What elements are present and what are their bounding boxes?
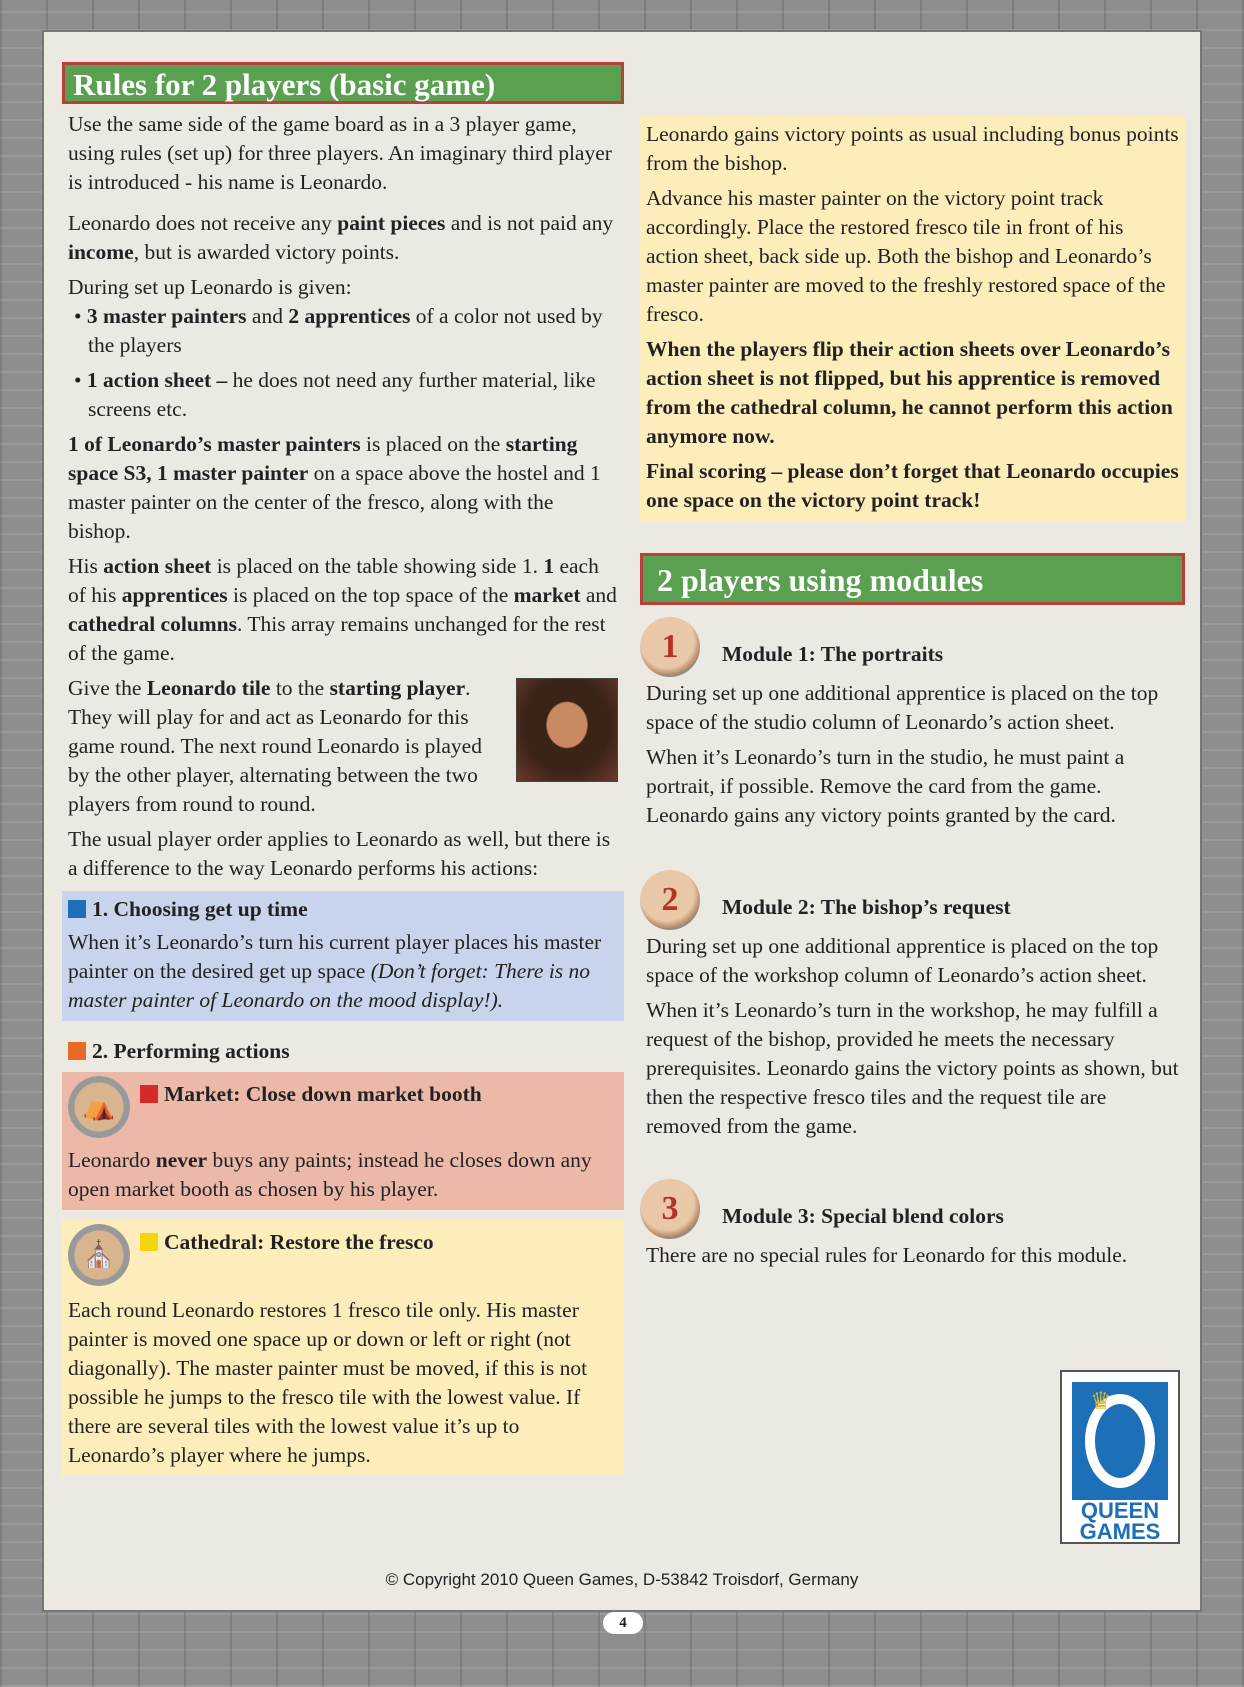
choosing-get-up-time-box [62,891,624,1021]
module-2-title: Module 2: The bishop’s request [722,894,1011,919]
intro-paragraph: Use the same side of the game board as in a 3 player game, using rules (set up) for three players. An imaginary third player is introduced - his name is Leonardo. [68,112,612,194]
leonardo-scoring-box [640,116,1185,521]
bullet-master-painters: • 3 master painters and 2 apprentices of a color not used by the players [74,304,603,357]
blue-square-icon [68,900,86,918]
copyright-footer: © Copyright 2010 Queen Games, D-53842 Troisdorf, Germany [385,1570,859,1589]
crown-icon: ♛ [1090,1389,1112,1415]
section-title-basic-game: Rules for 2 players (basic game) [62,62,624,104]
choosing-text: When it’s Leonardo’s turn his current player places his master painter on the desired get up space (Don’t forget: There is no master painter of Leonardo on the mood display!). [68,930,602,1012]
module-1-setup-text: During set up one additional apprentice is placed on the top space of the studio column of Leonardo’s action sheet. [646,681,1159,734]
yellow-square-icon [140,1233,158,1251]
performing-actions-heading: 2. Performing actions [62,1037,624,1066]
market-box [62,1072,624,1210]
red-square-icon [140,1085,158,1103]
paragraph-starting-space: 1 of Leonardo’s master painters is placed on the starting space S3, 1 master painter on a space above the hostel and 1 master painter on the center of the fresco, along with the bishop. [68,432,601,543]
module-2-setup-text: During set up one additional apprentice is placed on the top space of the workshop column of Leonardo’s action sheet. [646,934,1159,987]
module-3-badge: 3 [640,1179,700,1239]
page-number: 4 [603,1612,643,1634]
market-icon: ⛺ [68,1076,130,1138]
paragraph-leonardo-tile: Give the Leonardo tile to the starting player. They will play for and act as Leonardo for this game round. The next round Leonardo is played by the other player, alternating between the two players from round to round. [68,676,482,816]
paragraph-player-order: The usual player order applies to Leonardo as well, but there is a difference to the way Leonardo performs his actions: [68,827,611,880]
left-column [62,62,624,1476]
module-3-text: There are no special rules for Leonardo for this module. [646,1243,1128,1267]
cathedral-box [62,1220,624,1476]
module-1-heading [640,617,1185,677]
leonardo-tile-block [68,674,618,819]
flip-action-sheet-text: When the players flip their action sheets over Leonardo’s action sheet is not flipped, but his apprentice is removed from the cathedral column, he cannot perform this action anymore now. [646,337,1173,448]
setup-intro: During set up Leonardo is given: [68,275,352,299]
leonardo-portrait-image [516,678,618,782]
cathedral-heading: Cathedral: Restore the fresco [140,1228,434,1257]
choosing-heading: 1. Choosing get up time [68,895,618,924]
module-1-turn-text: When it’s Leonardo’s turn in the studio, he must paint a portrait, if possible. Remove the card from the game. Leonardo gains any victory points granted by the card. [646,745,1125,827]
queen-games-logo: ♛ QUEEN GAMES [1060,1370,1180,1544]
final-scoring-text: Final scoring – please don’t forget that Leonardo occupies one space on the victory point track! [646,459,1179,512]
module-2-heading [640,870,1185,930]
module-1-title: Module 1: The portraits [722,641,944,666]
victory-points-text: Leonardo gains victory points as usual including bonus points from the bishop. [646,122,1179,175]
paragraph-income: Leonardo does not receive any paint pieces and is not paid any income, but is awarded victory points. [68,211,614,264]
module-3-title: Module 3: Special blend colors [722,1203,1004,1228]
right-column [640,116,1185,1270]
paragraph-action-sheet: His action sheet is placed on the table showing side 1. 1 each of his apprentices is placed on the top space of the market and cathedral columns. This array remains unchanged for the rest of the game. [68,554,617,665]
rules-page [42,30,1202,1612]
cathedral-icon: ⛪ [68,1224,130,1286]
advance-painter-text: Advance his master painter on the victory point track accordingly. Place the restored fresco tile in front of his action sheet, back side up. Both the bishop and Leonardo’s master painter are moved to the freshly restored space of the fresco. [646,186,1166,326]
module-2-badge: 2 [640,870,700,930]
cathedral-text: Each round Leonardo restores 1 fresco tile only. His master painter is moved one space up or down or left or right (not diagonally). The master painter must be moved, if this is not possible he jumps to the fresco tile with the lowest value. If there are several tiles with the lowest value it’s up to Leonardo’s player where he jumps. [68,1298,588,1467]
section-title-modules: 2 players using modules [640,553,1185,605]
market-heading: Market: Close down market booth [140,1080,482,1109]
orange-square-icon [68,1042,86,1060]
module-3-heading [640,1179,1185,1239]
module-2-turn-text: When it’s Leonardo’s turn in the workshop, he may fulfill a request of the bishop, provided he meets the necessary prerequisites. Leonardo gains the victory points as shown, but then the respective fresco tiles and the request tile are removed from the game. [646,998,1179,1138]
module-1-badge: 1 [640,617,700,677]
bullet-action-sheet: • 1 action sheet – he does not need any further material, like screens etc. [74,368,596,421]
market-text: Leonardo never buys any paints; instead he closes down any open market booth as chosen by his player. [68,1148,592,1201]
